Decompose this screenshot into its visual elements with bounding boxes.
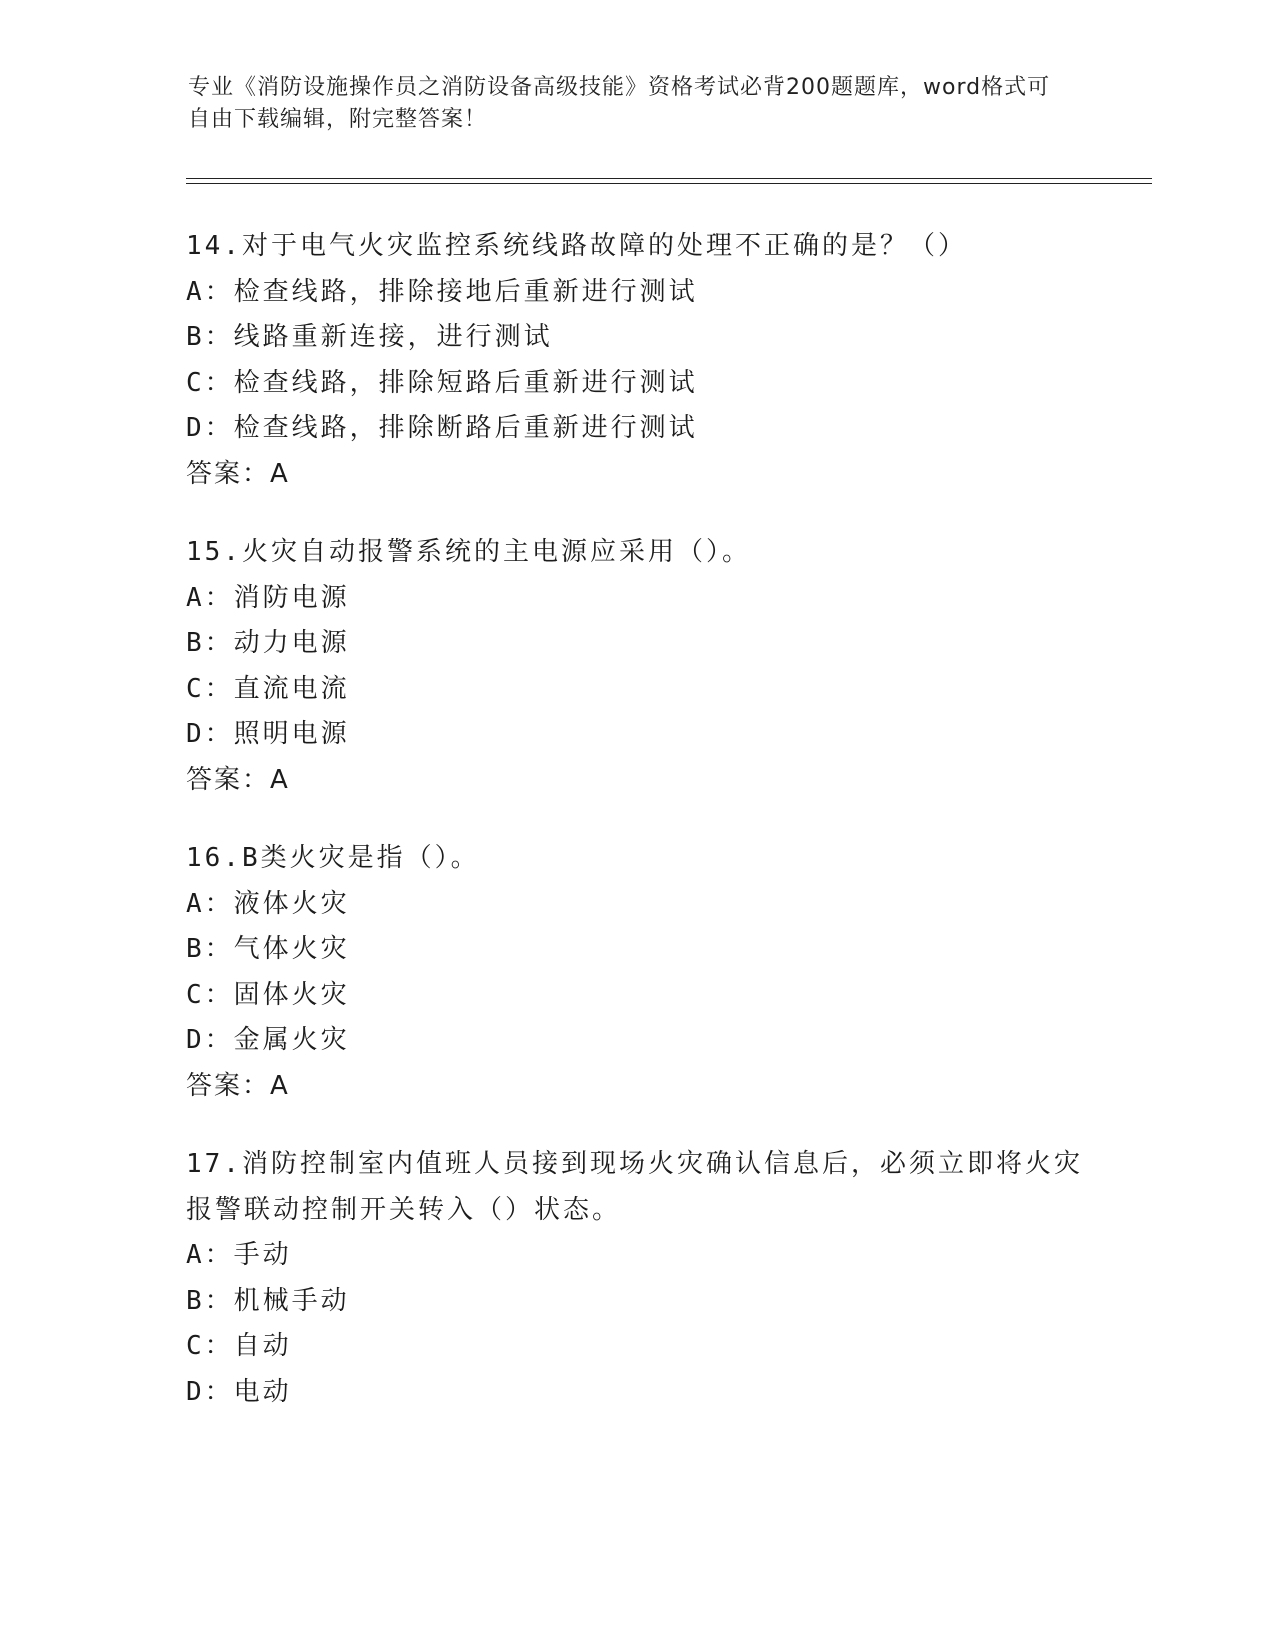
option-a: A：消防电源 (186, 582, 350, 613)
question-stem-line-2: 报警联动控制开关转入（）状态。 (186, 1194, 622, 1225)
question-16 (186, 836, 1086, 1109)
option-c: C：自动 (186, 1331, 292, 1361)
option-b: B：动力电源 (186, 628, 350, 658)
question-stem-line-1: 17.消防控制室内值班人员接到现场火灾确认信息后，必须立即将火灾 (186, 1149, 1083, 1179)
option-c: C：直流电流 (186, 673, 350, 704)
question-stem: 16.B类火灾是指（）。 (186, 843, 480, 873)
option-c: C：固体火灾 (186, 979, 350, 1010)
option-d: D：照明电源 (186, 719, 350, 749)
option-b: B：气体火灾 (186, 934, 350, 964)
answer-line: 答案：A (186, 1070, 290, 1101)
document-header: 专业《消防设施操作员之消防设备高级技能》资格考试必背200题题库，word格式可自由下载编辑，附完整答案！ (188, 75, 1051, 132)
option-d: D：检查线路，排除断路后重新进行测试 (186, 413, 698, 443)
answer-line: 答案：A (186, 764, 290, 795)
option-b: B：机械手动 (186, 1285, 350, 1316)
question-stem: 15.火灾自动报警系统的主电源应采用（）。 (186, 537, 751, 567)
header-divider-top (186, 178, 1152, 179)
header-divider-bottom (186, 183, 1152, 184)
question-stem: 14.对于电气火灾监控系统线路故障的处理不正确的是？（） (186, 231, 967, 261)
option-d: D：电动 (186, 1376, 292, 1407)
question-14 (186, 224, 1086, 497)
option-a: A：手动 (186, 1240, 292, 1270)
question-17 (186, 1142, 1086, 1415)
option-d: D：金属火灾 (186, 1025, 350, 1055)
answer-line: 答案：A (186, 458, 290, 489)
option-a: A：液体火灾 (186, 888, 350, 919)
option-c: C：检查线路，排除短路后重新进行测试 (186, 367, 698, 398)
question-15 (186, 530, 1086, 803)
option-b: B：线路重新连接，进行测试 (186, 322, 553, 352)
option-a: A：检查线路，排除接地后重新进行测试 (186, 276, 698, 307)
